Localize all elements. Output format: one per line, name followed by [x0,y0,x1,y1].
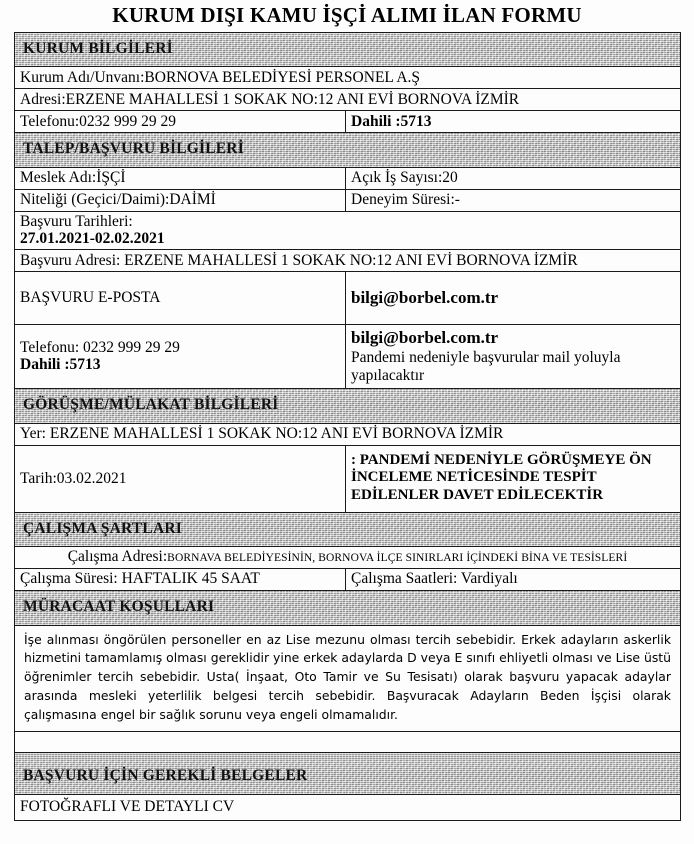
basvuru-eposta-value-2: bilgi@borbel.com.tr [351,328,499,348]
table-row-muracaat-paragraf [15,626,680,733]
page-title: KURUM DIŞI KAMU İŞÇİ ALIMI İLAN FORMU [112,3,582,27]
table-row-calisma-suresi-saatleri [15,569,680,591]
section-header-row-belgeler [15,753,680,794]
section-heading-kurum-bilgileri: KURUM BİLGİLERİ [15,33,680,66]
section-header-row-muracaat [15,591,680,625]
table-row-basvuru-tarihleri [15,212,680,251]
muracaat-kosullari-paragraph: İşe alınması öngörülen personeller en az Lise mezunu olması tercih sebebidir. Erkek adayların askerlik hizmetini tamamlamış olması gereklidir yine erkek adaylarda D veya E sınıfı ehliyetli olması ve Lise üstü öğrenimler tercih sebebidir. Usta( İnşaat, Oto Tamir ve Su Tesisatı) olarak başvuru yapacak adaylar arasında mesleki yeterlilik belgesi tercih sebebidir. Başvuracak Adayların Beden İşçisi olarak çalışmasına engel bir sağlık sorunu veya engeli olmamalıdır. [24,631,671,723]
table-row-gorusme-yer [15,424,680,446]
section-heading-calisma-sartlari: ÇALIŞMA ŞARTLARI [15,513,680,546]
table-row-telefon-dahili [15,111,680,133]
section-heading-muracaat-kosullari: MÜRACAAT KOŞULLARI [15,591,680,624]
table-row-gorusme-tarih-not [15,446,680,513]
basvuru-tarihleri-label: Başvuru Tarihleri: [20,212,133,230]
deneyim-suresi-value: Deneyim Süresi:- [351,191,460,209]
table-row-belge-1 [15,795,680,820]
kurum-adi-value: Kurum Adı/Unvanı:BORNOVA BELEDİYESİ PERSONEL A.Ş [20,68,421,86]
gorusme-tarih-value: Tarih:03.02.2021 [15,446,346,512]
table-row-basvuru-eposta [15,272,680,325]
kurum-adres-value: Adresi:ERZENE MAHALLESİ 1 SOKAK NO:12 ANI EVİ BORNOVA İZMİR [20,90,520,108]
niteligi-value: Niteliği (Geçici/Daimi):DAİMİ [15,190,346,211]
calisma-suresi-value: Çalışma Süresi: HAFTALIK 45 SAAT [15,569,346,590]
calisma-adresi-label: Çalışma Adresi: [67,548,168,566]
acik-is-sayisi-value: Açık İş Sayısı:20 [351,169,458,187]
section-header-row-gorusme [15,389,680,423]
section-header-row-talep [15,133,680,167]
section-heading-basvuru-icin-gerekli-belgeler: BAŞVURU İÇİN GEREKLİ BELGELER [15,760,680,793]
table-row-adres [15,89,680,111]
meslek-adi-value: Meslek Adı:İŞÇİ [15,168,346,189]
section-heading-gorusme-mulakat-bilgileri: GÖRÜŞME/MÜLAKAT BİLGİLERİ [15,389,680,422]
belge-1-value: FOTOĞRAFLI VE DETAYLI CV [20,798,235,816]
section-header-row-calisma [15,513,680,547]
table-row-basvuru-adresi [15,250,680,272]
basvuru-eposta-note: Pandemi nedeniyle başvurular mail yoluyla yapılacaktır [351,348,621,384]
basvuru-telefon-value: Telefonu: 0232 999 29 29 [20,339,180,357]
section-band-separator [15,753,680,760]
section-header-row-kurum [15,33,680,67]
empty-cell [15,732,680,752]
job-posting-form-table [14,32,681,821]
table-row-nitelik-deneyim [15,190,680,212]
calisma-saatleri-value: Çalışma Saatleri: Vardiyalı [351,570,518,588]
section-heading-talep-basvuru-bilgileri: TALEP/BAŞVURU BİLGİLERİ [15,133,680,166]
table-row-iletisim-eposta-not [15,325,680,389]
basvuru-tarihleri-value: 27.01.2021-02.02.2021 [20,230,165,248]
gorusme-not-value: : PANDEMİ NEDENİYLE GÖRÜŞMEYE ÖN İNCELEME NETİCESİNDE TESPİT EDİLENLER DAVET EDİLECEKTİR [351,451,652,504]
basvuru-adresi-value: Başvuru Adresi: ERZENE MAHALLESİ 1 SOKAK NO:12 ANI EVİ BORNOVA İZMİR [20,251,578,269]
basvuru-eposta-value: bilgi@borbel.com.tr [351,287,499,307]
calisma-adresi-value: BORNAVA BELEDİYESİNİN, BORNOVA İLÇE SINIRLARI İÇİNDEKİ BİNA VE TESİSLERİ [167,552,628,565]
table-row-kurum-adi [15,67,680,89]
kurum-dahili-value: Dahili :5713 [351,112,432,130]
table-row-calisma-adresi [15,547,680,569]
table-row-meslek-acikis [15,168,680,190]
gorusme-yer-value: Yer: ERZENE MAHALLESİ 1 SOKAK NO:12 ANI EVİ BORNOVA İZMİR [20,425,504,443]
basvuru-eposta-label: BAŞVURU E-POSTA [15,272,346,324]
table-row-empty-spacer [15,732,680,753]
basvuru-dahili-value: Dahili :5713 [20,356,101,374]
kurum-telefon-value: Telefonu:0232 999 29 29 [15,111,346,132]
